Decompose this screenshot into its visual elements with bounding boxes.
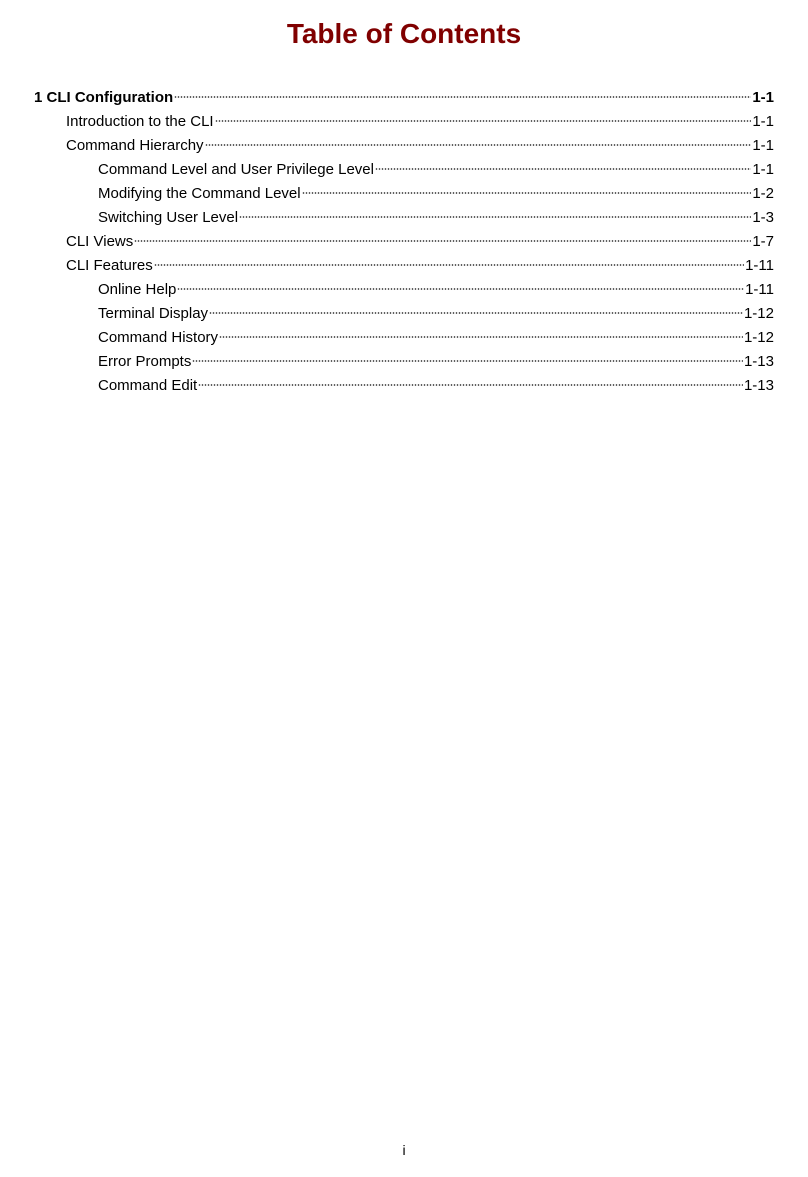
toc-entry-page: 1-11 [745,281,774,298]
page-number: i [402,1142,406,1158]
toc-entry[interactable] [34,110,774,134]
dot-leader [239,216,751,218]
toc-entry[interactable] [34,182,774,206]
toc-entry-page: 1-12 [743,305,774,322]
toc-entry-page: 1-12 [743,329,774,346]
toc-entry-label: Command Hierarchy [66,137,204,154]
toc-entry-page: 1-7 [752,233,774,250]
toc-entry-label: CLI Features [66,257,153,274]
toc-entry-page: 1-1 [752,161,774,178]
dot-leader [134,240,751,242]
toc-entry[interactable] [34,206,774,230]
toc-entry[interactable] [34,254,774,278]
toc-entry-label: Command History [98,329,219,346]
toc-entry-page: 1-13 [743,353,774,370]
toc-entry-label: Switching User Level [98,209,239,226]
toc-entry[interactable] [34,302,774,326]
toc-entry-label: Modifying the Command Level [98,185,301,202]
toc-entry[interactable] [34,278,774,302]
toc-entry-page: 1-13 [743,377,774,394]
toc-entry-label: Introduction to the CLI [66,113,214,130]
toc-entry[interactable] [34,134,774,158]
toc-entry-label: 1 CLI Configuration [34,89,174,106]
toc-entry-label: Error Prompts [98,353,192,370]
dot-leader [177,288,744,290]
toc-entry-page: 1-3 [752,209,774,226]
dot-leader [209,312,743,314]
toc-entry[interactable] [34,374,774,398]
dot-leader [192,360,743,362]
toc-entry-label: CLI Views [66,233,134,250]
table-of-contents [34,86,774,398]
dot-leader [375,168,751,170]
page-title: Table of Contents [286,18,522,49]
toc-entry-page: 1-1 [752,137,774,154]
dot-leader [215,120,752,122]
dot-leader [302,192,752,194]
dot-leader [205,144,752,146]
dot-leader [198,384,743,386]
dot-leader [174,96,751,98]
dot-leader [219,336,743,338]
toc-entry-label: Command Edit [98,377,198,394]
toc-entry[interactable] [34,230,774,254]
toc-entry[interactable] [34,350,774,374]
toc-entry[interactable] [34,158,774,182]
toc-entry-page: 1-2 [752,185,774,202]
toc-entry-label: Command Level and User Privilege Level [98,161,374,178]
toc-entry-label: Terminal Display [98,305,209,322]
toc-entry[interactable] [34,326,774,350]
toc-entry-page: 1-1 [752,89,774,106]
toc-entry[interactable] [34,86,774,110]
toc-entry-page: 1-11 [745,257,774,274]
toc-entry-page: 1-1 [752,113,774,130]
dot-leader [154,264,744,266]
toc-entry-label: Online Help [98,281,177,298]
